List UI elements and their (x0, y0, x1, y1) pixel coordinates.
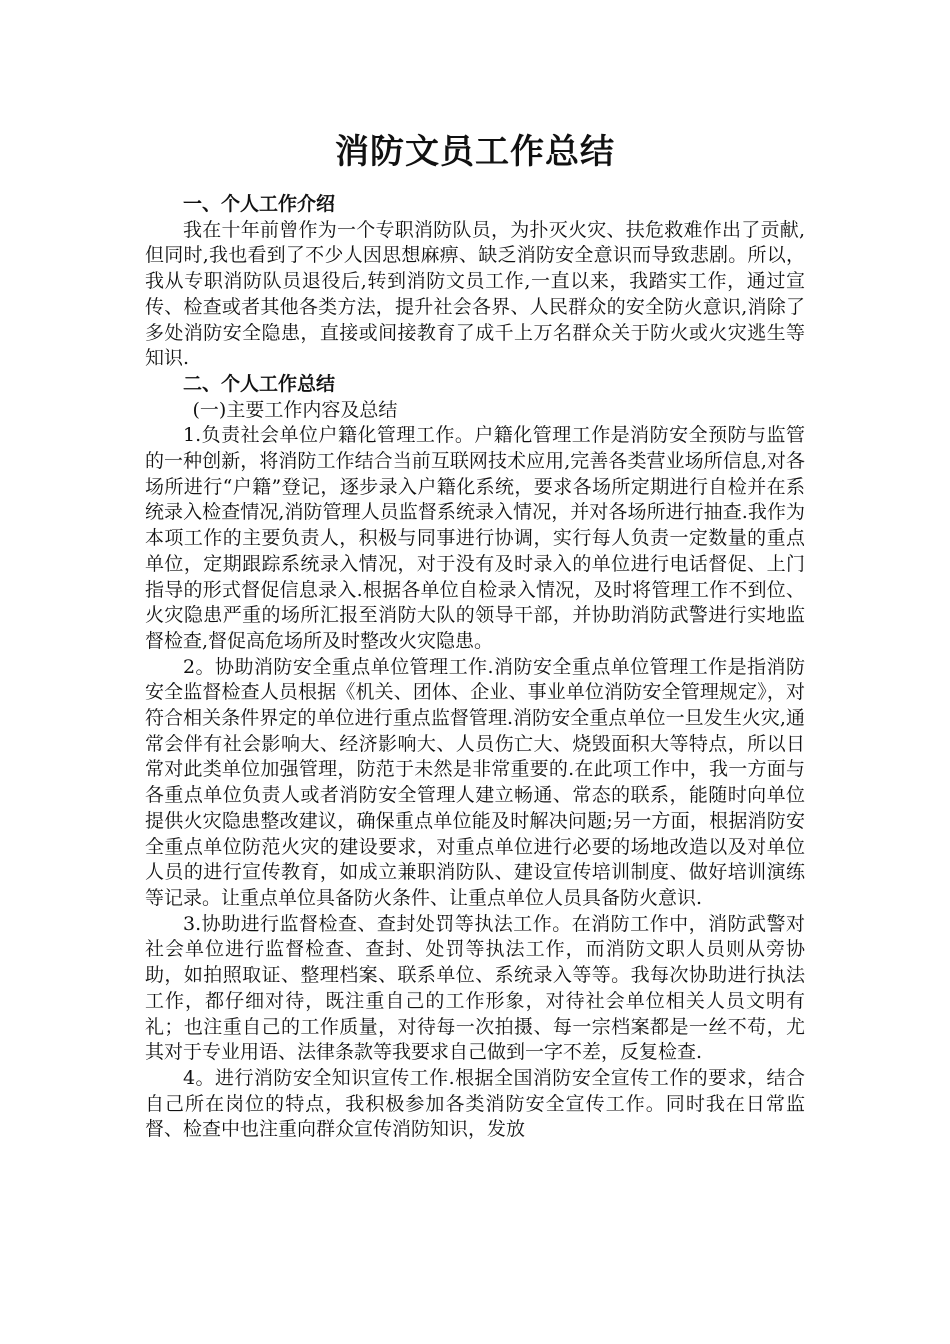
paragraph-item-4: 4。进行消防安全知识宣传工作.根据全国消防安全宣传工作的要求，结合自己所在岗位的特点，我积极参加各类消防安全宣传工作。同时我在日常监督、检查中也注重向群众宣传消防知识，发放 (145, 1066, 805, 1141)
section-heading-2: 二、个人工作总结 (183, 372, 336, 395)
subsection-heading: (一)主要工作内容及总结 (192, 398, 398, 421)
section-heading-1: 一、个人工作介绍 (183, 193, 336, 215)
document-body (145, 192, 805, 1143)
paragraph-item-3: 3.协助进行监督检查、查封处罚等执法工作。在消防工作中，消防武警对社会单位进行监督检查、查封、处罚等执法工作，而消防文职人员则从旁协助，如拍照取证、整理档案、联系单位、系统录入等等。我每次协助进行执法工作，都仔细对待，既注重自己的工作形象，对待社会单位相关人员文明有礼；也注重自己的工作质量，对待每一次拍摄、每一宗档案都是一丝不苟，尤其对于专业用语、法律条款等我要求自己做到一字不差，反复检查. (145, 912, 805, 1064)
page-title: 消防文员工作总结 (335, 132, 615, 172)
paragraph-item-2: 2。协助消防安全重点单位管理工作.消防安全重点单位管理工作是指消防安全监督检查人员根据《机关、团体、企业、事业单位消防安全管理规定》，对符合相关条件界定的单位进行重点监督管理.消防安全重点单位一旦发生火灾,通常会伴有社会影响大、经济影响大、人员伤亡大、烧毁面积大等特点，所以日常对此类单位加强管理，防范于未然是非常重要的.在此项工作中，我一方面与各重点单位负责人或者消防安全管理人建立畅通、常态的联系，能随时向单位提供火灾隐患整改建议，确保重点单位能及时解决问题;另一方面，根据消防安全重点单位防范火灾的建设要求，对重点单位进行必要的场地改造以及对单位人员的进行宣传教育，如成立兼职消防队、建设宣传培训制度、做好培训演练等记录。让重点单位具备防火条件、让重点单位人员具备防火意识. (145, 655, 805, 909)
paragraph-item-1: 1.负责社会单位户籍化管理工作。户籍化管理工作是消防安全预防与监管的一种创新，将消防工作结合当前互联网技术应用,完善各类营业场所信息,对各场所进行“户籍”登记，逐步录入户籍化系统，要求各场所定期进行自检并在系统录入检查情况,消防管理人员监督系统录入情况，并对各场所进行抽查.我作为本项工作的主要负责人，积极与同事进行协调，实行每人负责一定数量的重点单位，定期跟踪系统录入情况，对于没有及时录入的单位进行电话督促、上门指导的形式督促信息录入.根据各单位自检录入情况，及时将管理工作不到位、火灾隐患严重的场所汇报至消防大队的领导干部，并协助消防武警进行实地监督检查,督促高危场所及时整改火灾隐患。 (145, 424, 805, 652)
paragraph-intro: 我在十年前曾作为一个专职消防队员，为扑灭火灾、扶危救难作出了贡献,但同时,我也看到了不少人因思想麻痹、缺乏消防安全意识而导致悲剧。所以，我从专职消防队员退役后,转到消防文员工作,一直以来，我踏实工作，通过宣传、检查或者其他各类方法，提升社会各界、人民群众的安全防火意识,消除了多处消防安全隐患，直接或间接教育了成千上万名群众关于防火或火灾逃生等知识. (145, 218, 805, 370)
